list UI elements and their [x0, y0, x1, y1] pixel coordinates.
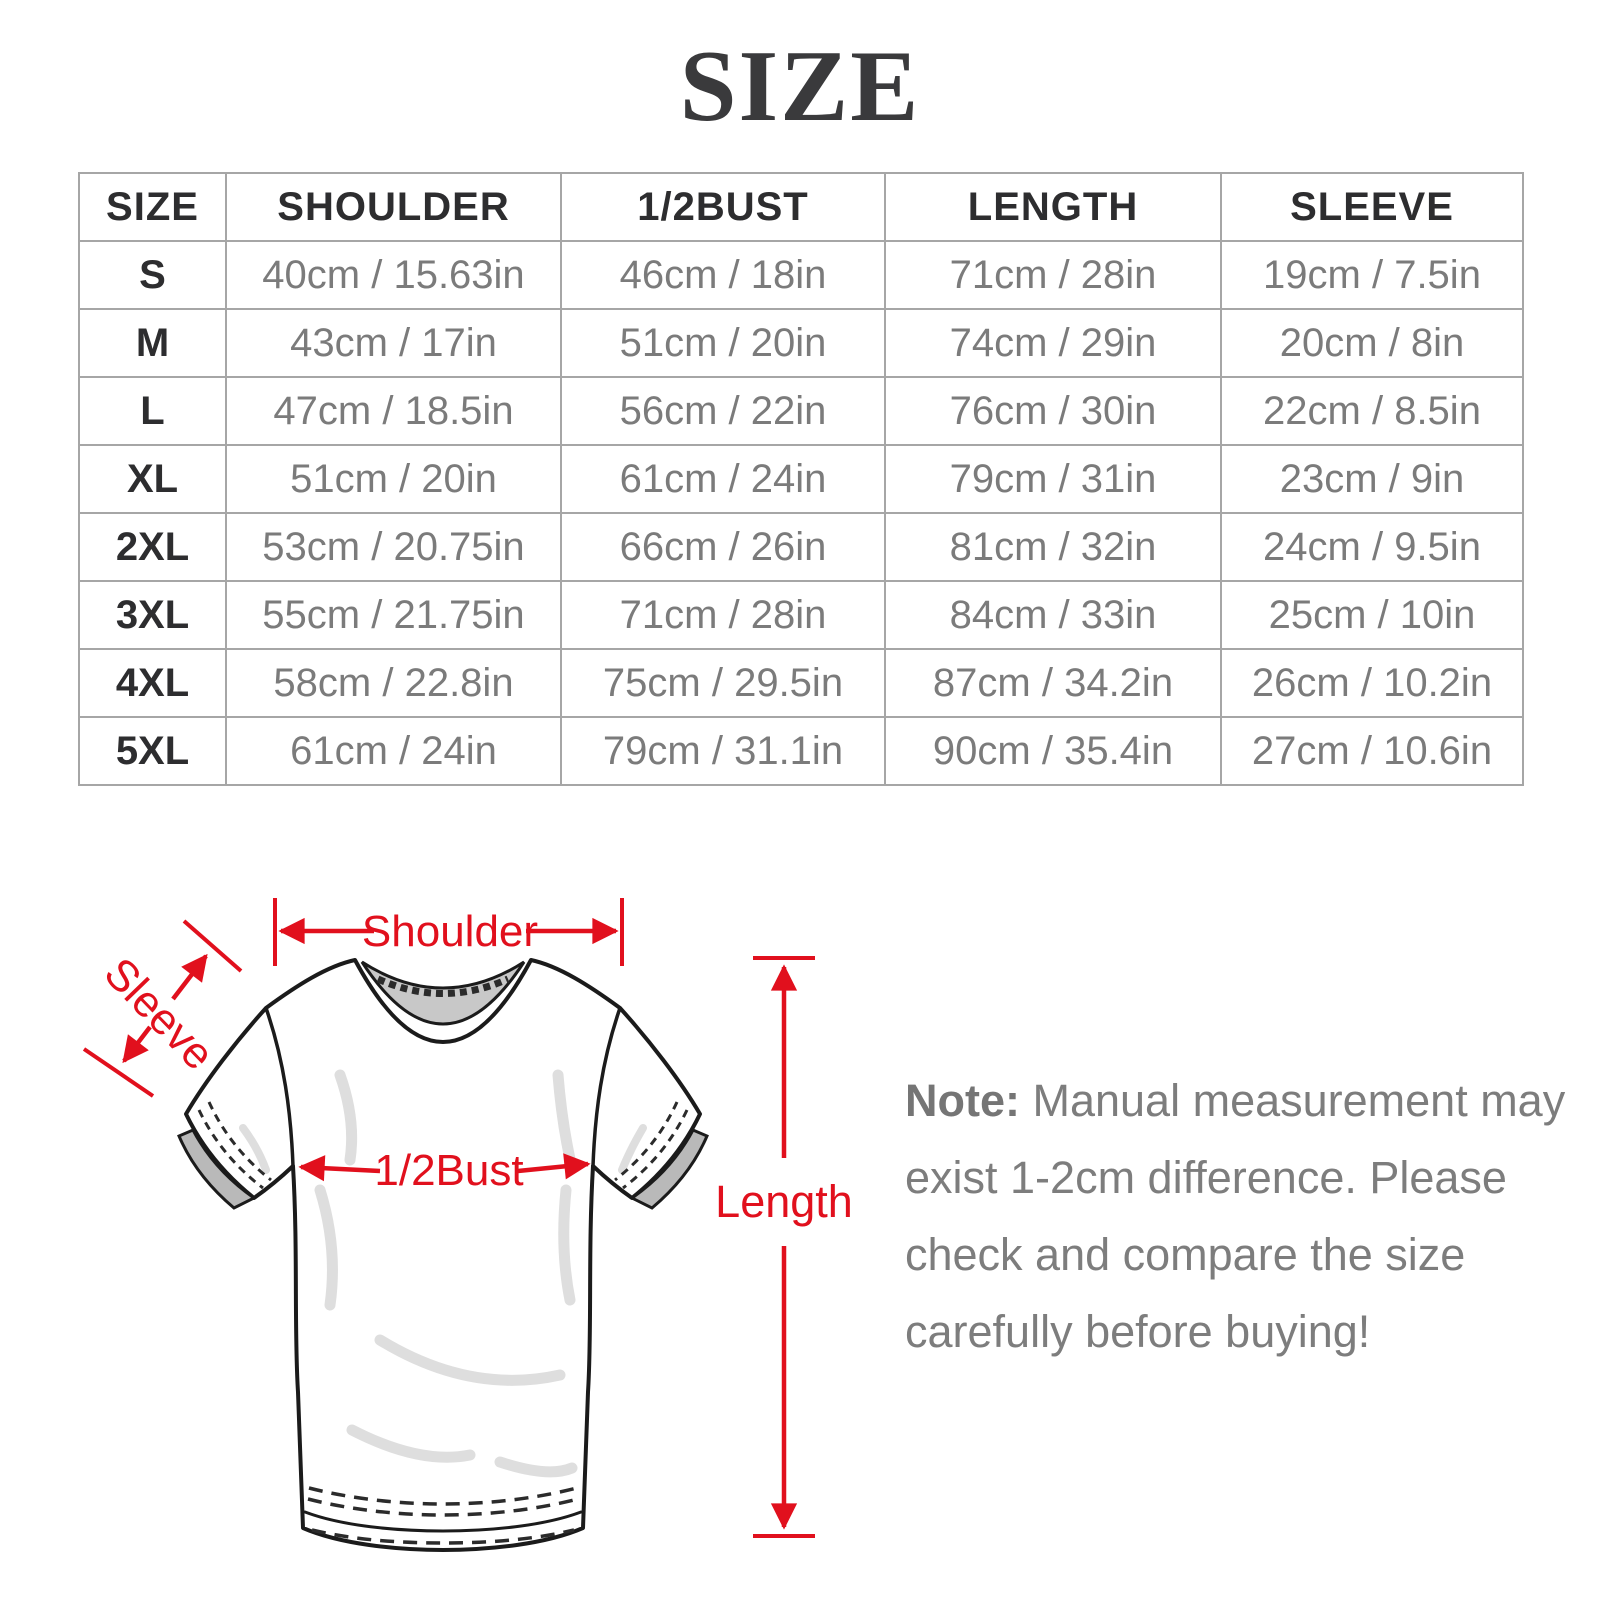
length-cell: 87cm / 34.2in [885, 649, 1221, 717]
shoulder-cell: 58cm / 22.8in [226, 649, 561, 717]
hem-stitch [308, 1499, 578, 1515]
wrinkle-shading [243, 1128, 266, 1170]
table-header-row [79, 173, 1523, 241]
size-cell: L [79, 377, 226, 445]
size-cell: 3XL [79, 581, 226, 649]
note-line [905, 1062, 1566, 1139]
table-row [79, 649, 1523, 717]
column-header-sleeve: SLEEVE [1221, 173, 1523, 241]
length-cell: 84cm / 33in [885, 581, 1221, 649]
table-row [79, 377, 1523, 445]
length-cell: 71cm / 28in [885, 241, 1221, 309]
length-cell: 76cm / 30in [885, 377, 1221, 445]
shoulder-cell: 51cm / 20in [226, 445, 561, 513]
length-cell: 79cm / 31in [885, 445, 1221, 513]
column-header-shoulder: SHOULDER [226, 173, 561, 241]
sleeve-label: Sleeve [94, 948, 224, 1080]
bust-arrow-left [301, 1167, 380, 1171]
shoulder-cell: 43cm / 17in [226, 309, 561, 377]
bust-cell: 75cm / 29.5in [561, 649, 885, 717]
sleeve-seam-left [266, 1008, 293, 1166]
column-header-length: LENGTH [885, 173, 1221, 241]
size-cell: 5XL [79, 717, 226, 785]
sleeve-cell: 23cm / 9in [1221, 445, 1523, 513]
table-row [79, 581, 1523, 649]
length-cell: 81cm / 32in [885, 513, 1221, 581]
sleeve-arrow-up [173, 956, 206, 999]
length-measure [715, 958, 853, 1536]
sleeve-cell: 19cm / 7.5in [1221, 241, 1523, 309]
size-cell: 4XL [79, 649, 226, 717]
size-cell: S [79, 241, 226, 309]
table-row [79, 445, 1523, 513]
bust-cell: 71cm / 28in [561, 581, 885, 649]
shoulder-cell: 61cm / 24in [226, 717, 561, 785]
bust-cell: 79cm / 31.1in [561, 717, 885, 785]
wrinkle-shading [500, 1462, 572, 1472]
column-header-bust: 1/2BUST [561, 173, 885, 241]
shoulder-measure [275, 898, 622, 966]
length-label: Length [715, 1176, 853, 1227]
tshirt-measurement-diagram [80, 840, 860, 1600]
table-row [79, 513, 1523, 581]
note [905, 1062, 1566, 1370]
shoulder-cell: 53cm / 20.75in [226, 513, 561, 581]
bust-cell: 66cm / 26in [561, 513, 885, 581]
note-line: exist 1-2cm difference. Please [905, 1152, 1507, 1203]
bust-cell: 46cm / 18in [561, 241, 885, 309]
table-row [79, 309, 1523, 377]
wrinkle-shading [352, 1430, 470, 1457]
wrinkle-shading [380, 1340, 560, 1380]
sleeve-cell: 24cm / 9.5in [1221, 513, 1523, 581]
sleeve-cell: 27cm / 10.6in [1221, 717, 1523, 785]
sleeve-cell: 20cm / 8in [1221, 309, 1523, 377]
note-text: Manual measurement may [1019, 1075, 1566, 1126]
wrinkle-shading [558, 1075, 572, 1168]
hem-fold [305, 1512, 581, 1531]
note-line: carefully before buying! [905, 1306, 1371, 1357]
wrinkle-shading [320, 1190, 332, 1305]
size-cell: XL [79, 445, 226, 513]
wrinkle-shading [564, 1190, 570, 1300]
collar-back [362, 962, 524, 1024]
bust-label: 1/2Bust [374, 1146, 524, 1195]
shoulder-cell: 55cm / 21.75in [226, 581, 561, 649]
sleeve-cell: 26cm / 10.2in [1221, 649, 1523, 717]
length-cell: 90cm / 35.4in [885, 717, 1221, 785]
size-cell: 2XL [79, 513, 226, 581]
sleeve-seam-right [593, 1008, 620, 1166]
note-line: check and compare the size [905, 1229, 1466, 1280]
shoulder-cell: 47cm / 18.5in [226, 377, 561, 445]
column-header-size: SIZE [79, 173, 226, 241]
wrinkle-shading [340, 1075, 352, 1160]
table-row [79, 717, 1523, 785]
size-cell: M [79, 309, 226, 377]
sleeve-cell: 22cm / 8.5in [1221, 377, 1523, 445]
bust-arrow-right [518, 1164, 588, 1171]
bust-cell: 51cm / 20in [561, 309, 885, 377]
length-cell: 74cm / 29in [885, 309, 1221, 377]
hem-stitch [309, 1488, 577, 1504]
bust-cell: 61cm / 24in [561, 445, 885, 513]
page-title: SIZE [679, 30, 921, 143]
note-label: Note: [905, 1075, 1020, 1126]
sleeve-cell: 25cm / 10in [1221, 581, 1523, 649]
shoulder-cell: 40cm / 15.63in [226, 241, 561, 309]
bust-cell: 56cm / 22in [561, 377, 885, 445]
bust-measure [301, 1146, 588, 1195]
size-table [78, 172, 1524, 786]
table-row [79, 241, 1523, 309]
shoulder-label: Shoulder [361, 907, 539, 956]
